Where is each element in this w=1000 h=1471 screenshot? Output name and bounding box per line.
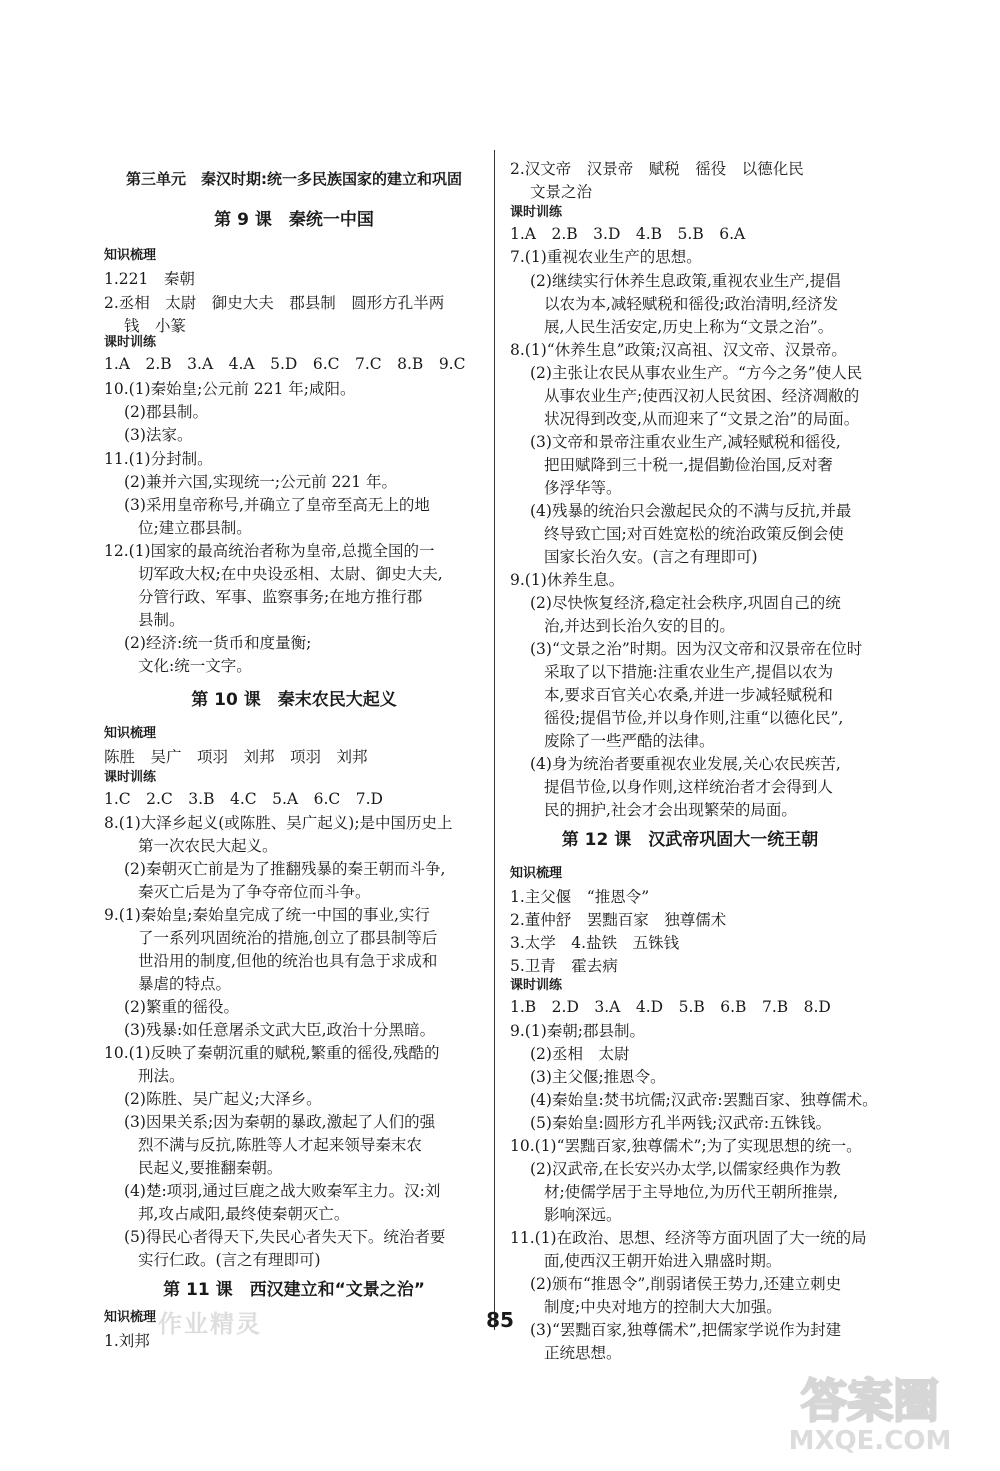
answer-line: 了一系列巩固统治的措施,创立了郡县制等后 bbox=[138, 929, 438, 947]
answer-line: (2)主张让农民从事农业生产。“方今之务”使人民 bbox=[530, 364, 863, 382]
section-knowledge: 知识梳理 bbox=[104, 726, 157, 741]
answer-line: 材;使儒学居于主导地位,为历代王朝所推崇, bbox=[544, 1183, 839, 1201]
section-practice: 课时训练 bbox=[104, 770, 157, 785]
answer-line: 县制。 bbox=[138, 611, 185, 629]
answer-line: (5)秦始皇:圆形方孔半两钱;汉武帝:五铢钱。 bbox=[530, 1114, 832, 1132]
answer-line: (2)经济:统一货币和度量衡; bbox=[124, 634, 312, 652]
site-watermark-logo bbox=[760, 1357, 980, 1457]
answer-line: 民起义,要推翻秦朝。 bbox=[138, 1159, 283, 1177]
answer-line: 1.221 秦朝 bbox=[104, 270, 195, 288]
answer-line: 11.(1)分封制。 bbox=[104, 450, 213, 468]
lesson-11-title: 第 11 课 西汉建立和“文景之治” bbox=[163, 1280, 425, 1300]
answer-line: 影响深远。 bbox=[544, 1206, 622, 1224]
page-number: 85 bbox=[486, 1308, 514, 1332]
answer-line: 制度;中央对地方的控制大大加强。 bbox=[544, 1298, 782, 1316]
answer-line: (2)颁布“推恩令”,削弱诸侯王势力,还建立刺史 bbox=[530, 1275, 842, 1293]
answer-line: (4)秦始皇:焚书坑儒;汉武帝:罢黜百家、独尊儒术。 bbox=[530, 1091, 878, 1109]
answer-line: 2.汉文帝 汉景帝 赋税 徭役 以德化民 bbox=[510, 160, 804, 178]
answer-line: 11.(1)在政治、思想、经济等方面巩固了大一统的局 bbox=[510, 1229, 867, 1247]
answer-line: 终导致亡国;对百姓宽松的统治政策反倒会使 bbox=[544, 525, 844, 543]
column-divider bbox=[494, 150, 495, 1330]
answer-line: 本,要求百官关心农桑,并进一步减轻赋税和 bbox=[544, 686, 833, 704]
answer-line: 10.(1)反映了秦朝沉重的赋税,繁重的徭役,残酷的 bbox=[104, 1044, 440, 1062]
watermark-url-text: MXQE.COM bbox=[788, 1426, 952, 1456]
answer-line: 面,使西汉王朝开始进入鼎盛时期。 bbox=[544, 1252, 782, 1270]
section-knowledge: 知识梳理 bbox=[104, 1310, 157, 1325]
answer-line: 民的拥护,社会才会出现繁荣的局面。 bbox=[544, 801, 797, 819]
answer-line: 国家长治久安。(言之有理即可) bbox=[544, 548, 758, 566]
answer-line: 7.(1)重视农业生产的思想。 bbox=[510, 248, 702, 266]
answer-line: 1.A 2.B 3.D 4.B 5.B 6.A bbox=[510, 225, 746, 243]
answer-line: 2.丞相 太尉 御史大夫 郡县制 圆形方孔半两 bbox=[104, 294, 445, 312]
answer-line: (2)陈胜、吴广起义;大泽乡。 bbox=[124, 1090, 322, 1108]
answer-line: 1.主父偃 “推恩令” bbox=[510, 888, 650, 906]
answer-line: 文景之治 bbox=[530, 183, 593, 201]
answer-line: 1.B 2.D 3.A 4.D 5.B 6.B 7.B 8.D bbox=[510, 998, 831, 1016]
lesson-12-title: 第 12 课 汉武帝巩固大一统王朝 bbox=[561, 830, 819, 850]
answer-line: 2.董仲舒 罢黜百家 独尊儒术 bbox=[510, 911, 727, 929]
answer-line: 世沿用的制度,但他的统治也具有急于求成和 bbox=[138, 952, 438, 970]
answer-line: 采取了以下措施:注重农业生产,提倡以农为 bbox=[544, 663, 834, 681]
answer-line: 12.(1)国家的最高统治者称为皇帝,总揽全国的一 bbox=[104, 542, 435, 560]
answer-line: (3)残暴:如任意屠杀文武大臣,政治十分黑暗。 bbox=[124, 1021, 436, 1039]
answer-line: (4)楚:项羽,通过巨鹿之战大败秦军主力。汉:刘 bbox=[124, 1182, 441, 1200]
answer-line: 陈胜 吴广 项羽 刘邦 项羽 刘邦 bbox=[104, 748, 368, 766]
answer-line: (2)尽快恢复经济,稳定社会秩序,巩固自己的统 bbox=[530, 594, 841, 612]
answer-line: (5)得民心者得天下,失民心者失天下。统治者要 bbox=[124, 1228, 446, 1246]
answer-line: (3)法家。 bbox=[124, 426, 193, 444]
answer-line: (3)因果关系;因为秦朝的暴政,激起了人们的强 bbox=[124, 1113, 436, 1131]
answer-line: 正统思想。 bbox=[544, 1344, 622, 1362]
answer-line: (2)继续实行休养生息政策,重视农业生产,提倡 bbox=[530, 272, 841, 290]
answer-line: 从事农业生产;使西汉初人民贫困、经济凋敝的 bbox=[544, 387, 860, 405]
section-knowledge: 知识梳理 bbox=[510, 866, 563, 881]
answer-line: 侈浮华等。 bbox=[544, 479, 622, 497]
answer-line: (2)丞相 太尉 bbox=[530, 1045, 630, 1063]
answer-line: 8.(1)大泽乡起义(或陈胜、吴广起义);是中国历史上 bbox=[104, 814, 453, 832]
answer-line: 9.(1)秦始皇;秦始皇完成了统一中国的事业,实行 bbox=[104, 906, 430, 924]
answer-line: 10.(1)秦始皇;公元前 221 年;咸阳。 bbox=[104, 380, 356, 398]
answer-line: 邦,攻占咸阳,最终使秦朝灭亡。 bbox=[138, 1205, 350, 1223]
answer-line: 烈不满与反抗,陈胜等人才起来领导秦末农 bbox=[138, 1136, 422, 1154]
answer-line: (4)残暴的统治只会激起民众的不满与反抗,并最 bbox=[530, 502, 852, 520]
answer-line: (4)身为统治者要重视农业发展,关心农民疾苦, bbox=[530, 755, 841, 773]
answer-line: (3)主父偃;推恩令。 bbox=[530, 1068, 666, 1086]
answer-line: 1.A 2.B 3.A 4.A 5.D 6.C 7.C 8.B 9.C bbox=[104, 355, 466, 373]
answer-line: (2)繁重的徭役。 bbox=[124, 998, 239, 1016]
section-practice: 课时训练 bbox=[104, 335, 157, 350]
answer-line: (3)采用皇帝称号,并确立了皇帝至高无上的地 bbox=[124, 496, 430, 514]
answer-line: 第一次农民大起义。 bbox=[138, 837, 278, 855]
answer-line: 10.(1)“罢黜百家,独尊儒术”;为了实现思想的统一。 bbox=[510, 1137, 862, 1155]
answer-line: (3)文帝和景帝注重农业生产,减轻赋税和徭役, bbox=[530, 433, 841, 451]
answer-line: 治,并达到长治久安的目的。 bbox=[544, 617, 735, 635]
answer-line: 以农为本,减轻赋税和徭役;政治清明,经济发 bbox=[544, 295, 839, 313]
answer-line: 钱 小篆 bbox=[124, 317, 187, 335]
answer-line: 把田赋降到三十税一,提倡勤俭治国,反对奢 bbox=[544, 456, 833, 474]
answer-line: 位;建立郡县制。 bbox=[138, 519, 252, 537]
answer-line: 徭役;提倡节俭,并以身作则,注重“以德化民”, bbox=[544, 709, 844, 727]
answer-line: (2)郡县制。 bbox=[124, 403, 208, 421]
answer-line: 文化:统一文字。 bbox=[138, 657, 252, 675]
answer-line: (2)汉武帝,在长安兴办太学,以儒家经典作为教 bbox=[530, 1160, 841, 1178]
answer-line: 9.(1)休养生息。 bbox=[510, 571, 625, 589]
answer-line: 提倡节俭,以身作则,这样统治者才会得到人 bbox=[544, 778, 833, 796]
answer-line: (3)“罢黜百家,独尊儒术”,把儒家学说作为封建 bbox=[530, 1321, 842, 1339]
watermark-logo-text: 答案圈 bbox=[801, 1374, 939, 1428]
section-practice: 课时训练 bbox=[510, 978, 563, 993]
answer-line: 秦灭亡后是为了争夺帝位而斗争。 bbox=[138, 883, 371, 901]
answer-line: 3.太学 4.盐铁 五铢钱 bbox=[510, 934, 680, 952]
answer-line: (2)秦朝灭亡前是为了推翻残暴的秦王朝而斗争, bbox=[124, 860, 446, 878]
answer-line: 实行仁政。(言之有理即可) bbox=[138, 1251, 321, 1269]
section-practice: 课时训练 bbox=[510, 205, 563, 220]
lesson-9-title: 第 9 课 秦统一中国 bbox=[214, 210, 374, 230]
answer-line: (3)“文景之治”时期。因为汉文帝和汉景帝在位时 bbox=[530, 640, 863, 658]
answer-line: (2)兼并六国,实现统一;公元前 221 年。 bbox=[124, 473, 398, 491]
answer-line: 暴虐的特点。 bbox=[138, 975, 232, 993]
answer-line: 1.C 2.C 3.B 4.C 5.A 6.C 7.D bbox=[104, 790, 383, 808]
answer-line: 切军政大权;在中央设丞相、太尉、御史大夫, bbox=[138, 565, 443, 583]
section-knowledge: 知识梳理 bbox=[104, 248, 157, 263]
answer-line: 展,人民生活安定,历史上称为“文景之治”。 bbox=[544, 318, 834, 336]
lesson-10-title: 第 10 课 秦末农民大起义 bbox=[191, 690, 397, 710]
answer-line: 刑法。 bbox=[138, 1067, 185, 1085]
answer-line: 1.刘邦 bbox=[104, 1332, 150, 1350]
answer-line: 9.(1)秦朝;郡县制。 bbox=[510, 1022, 645, 1040]
answer-line: 分管行政、军事、监察事务;在地方推行郡 bbox=[138, 588, 423, 606]
answer-line: 废除了一些严酷的法律。 bbox=[544, 732, 715, 750]
faint-stamp-text: 作业精灵 bbox=[158, 1309, 262, 1338]
answer-line: 5.卫青 霍去病 bbox=[510, 957, 618, 975]
unit-title: 第三单元 秦汉时期:统一多民族国家的建立和巩固 bbox=[125, 170, 462, 188]
answer-line: 8.(1)“休养生息”政策;汉高祖、汉文帝、汉景帝。 bbox=[510, 341, 847, 359]
answer-line: 状况得到改变,从而迎来了“文景之治”的局面。 bbox=[544, 410, 860, 428]
